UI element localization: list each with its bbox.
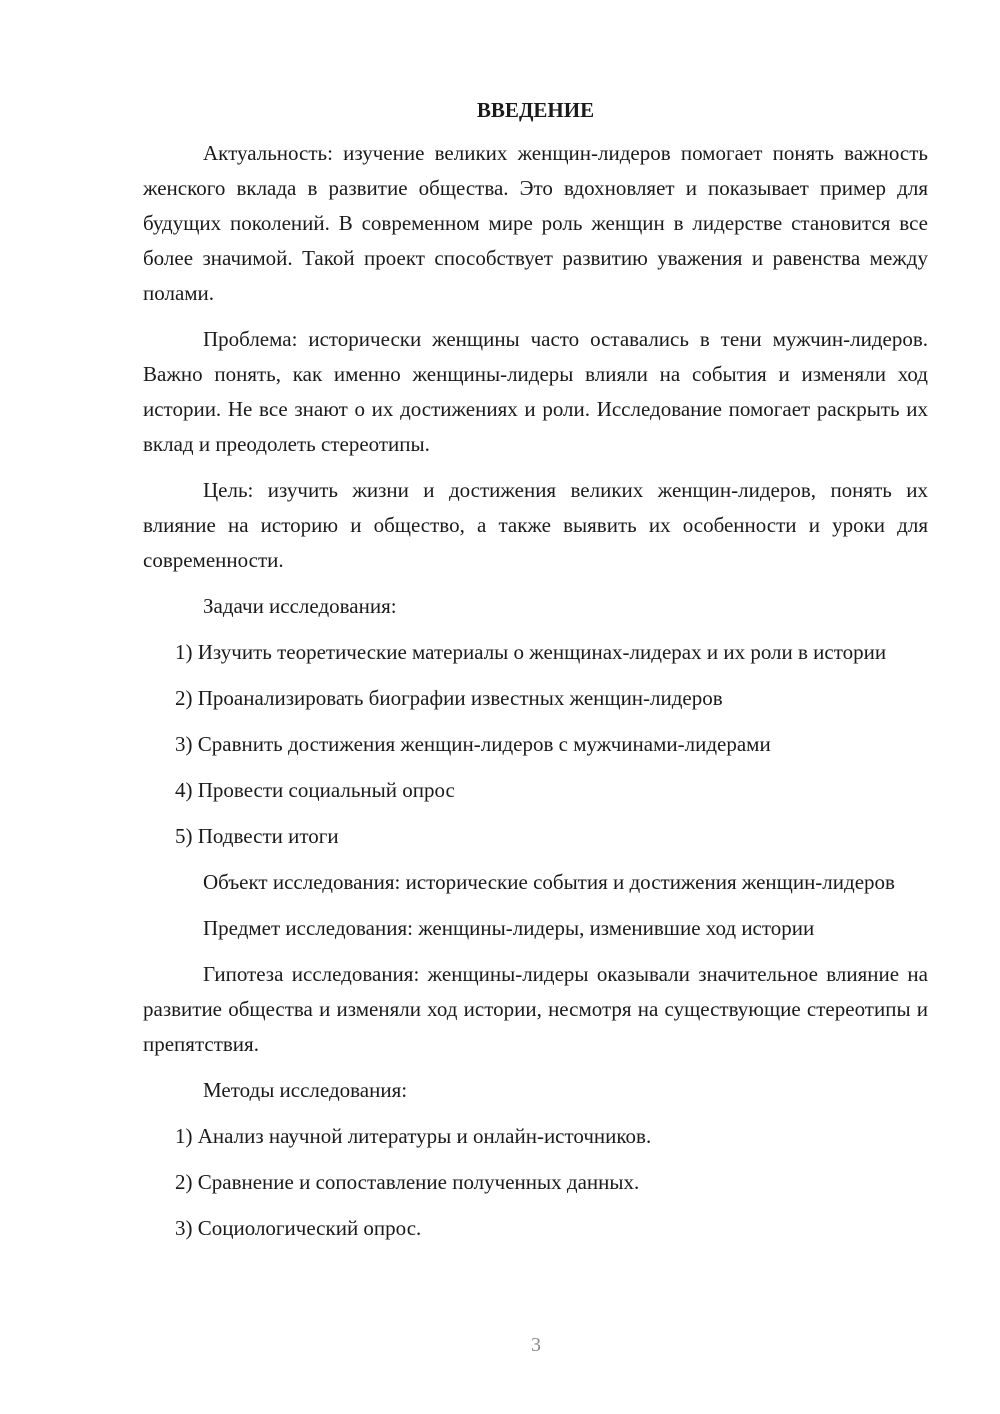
task-item: 3) Сравнить достижения женщин-лидеров с мужчинами-лидерами: [175, 732, 771, 756]
task-item: 4) Провести социальный опрос: [175, 778, 455, 802]
relevance-paragraph: Актуальность: изучение великих женщин-лидеров помогает понять важность женского вклада в развитие общества. Это вдохновляет и показывает пример для будущих поколений. В современном мире роль женщин в лидерстве становится все более значимой. Такой проект способствует развитию уважения и равенства между полами.: [143, 141, 928, 305]
method-item: 3) Социологический опрос.: [175, 1216, 422, 1240]
problem-paragraph: Проблема: исторически женщины часто оставались в тени мужчин-лидеров. Важно понять, как именно женщины-лидеры влияли на события и изменяли ход истории. Не все знают о их достижениях и роли. Исследование помогает раскрыть их вклад и преодолеть стереотипы.: [143, 327, 928, 456]
task-item: 5) Подвести итоги: [175, 824, 339, 848]
subject-paragraph: Предмет исследования: женщины-лидеры, изменившие ход истории: [203, 916, 815, 940]
tasks-title: Задачи исследования:: [203, 594, 397, 618]
methods-title: Методы исследования:: [203, 1078, 408, 1102]
task-item: 1) Изучить теоретические материалы о женщинах-лидерах и их роли в истории: [175, 640, 887, 664]
page-number: 3: [531, 1334, 541, 1356]
object-paragraph: Объект исследования: исторические события и достижения женщин-лидеров: [203, 870, 895, 894]
page-heading: ВВЕДЕНИЕ: [476, 98, 595, 122]
task-item: 2) Проанализировать биографии известных женщин-лидеров: [175, 686, 723, 710]
method-item: 2) Сравнение и сопоставление полученных данных.: [175, 1170, 640, 1194]
method-item: 1) Анализ научной литературы и онлайн-источников.: [175, 1124, 652, 1148]
hypothesis-paragraph: Гипотеза исследования: женщины-лидеры оказывали значительное влияние на развитие общества и изменяли ход истории, несмотря на существующие стереотипы и препятствия.: [143, 962, 928, 1056]
goal-paragraph: Цель: изучить жизни и достижения великих женщин-лидеров, понять их влияние на историю и общество, а также выявить их особенности и уроки для современности.: [143, 478, 928, 572]
page-content: [143, 96, 928, 1257]
